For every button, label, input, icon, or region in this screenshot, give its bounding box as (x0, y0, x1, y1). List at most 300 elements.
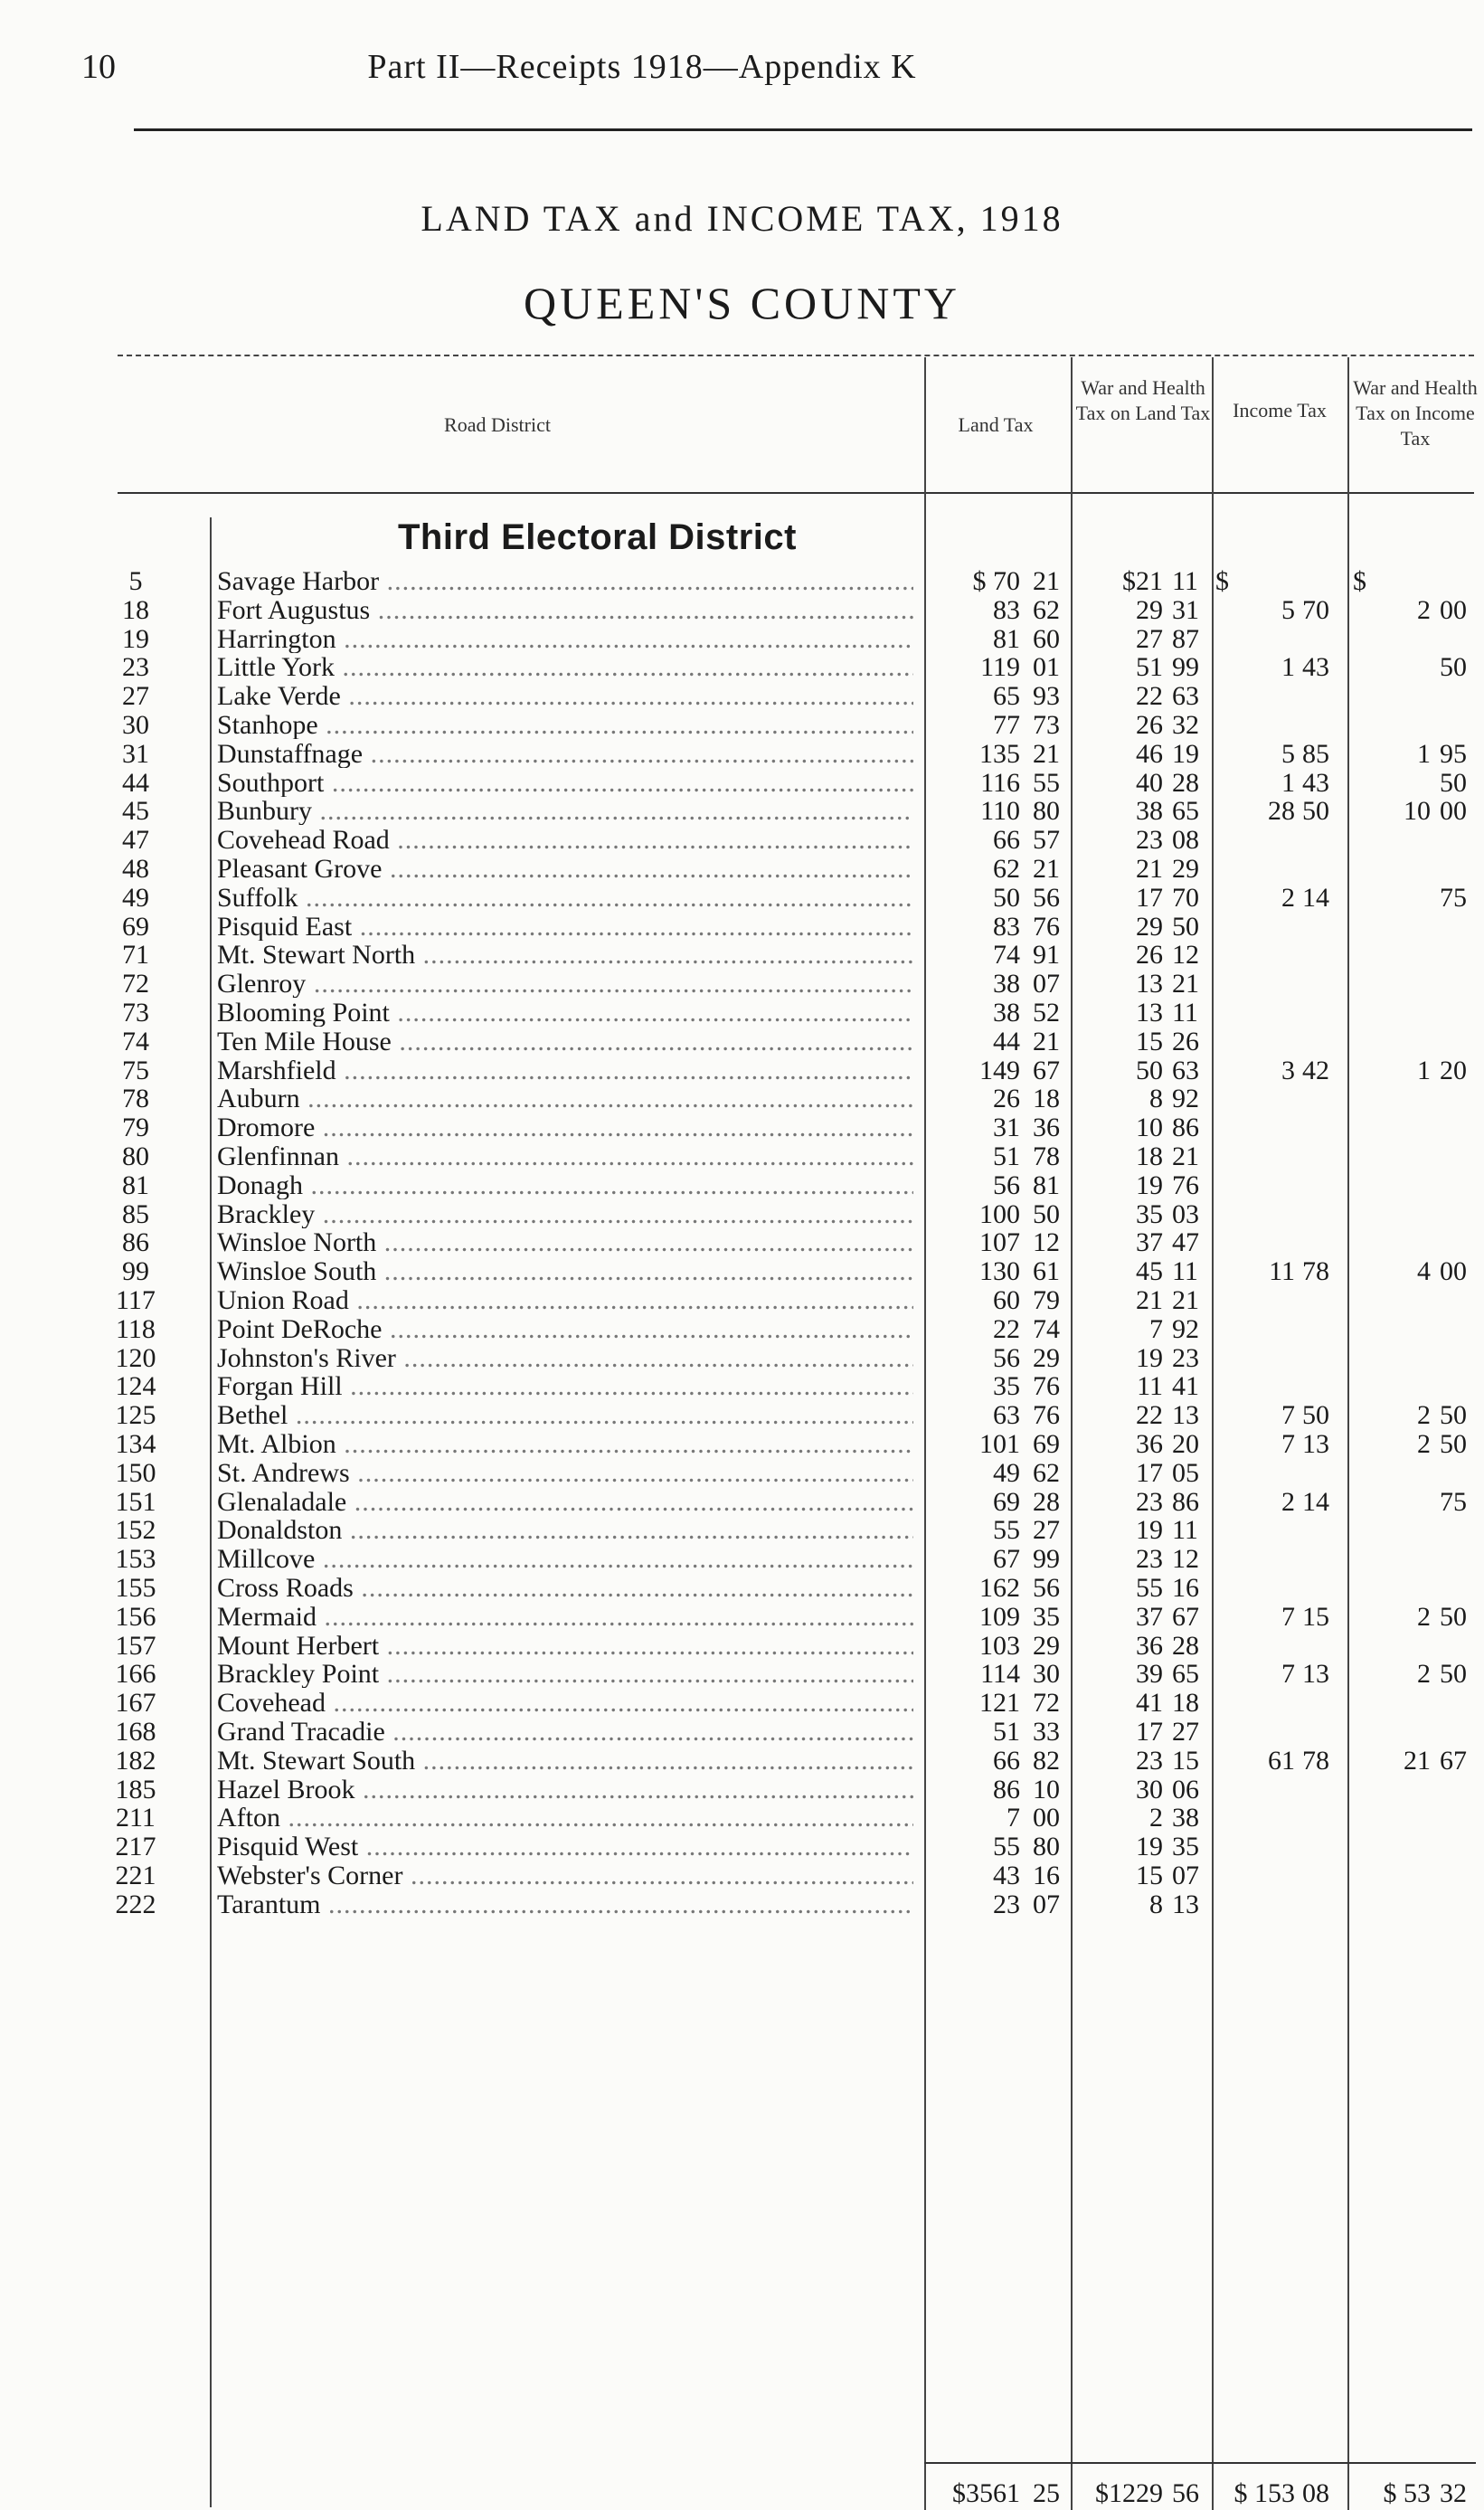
road-district-number: 45 (122, 796, 149, 827)
dollar-sign-war-income: $ (1353, 566, 1366, 596)
war-land-cents: 11 (1172, 1256, 1198, 1287)
war-income-cents: 50 (1440, 1659, 1467, 1690)
war-income-cents: 50 (1440, 1601, 1467, 1632)
column-header-road-district: Road District (444, 413, 551, 436)
road-district-name: Tarantum ..... (217, 1891, 913, 1918)
total-war-land-dollars: $1229 (1095, 2478, 1163, 2508)
road-district-name: Suffolk ..... (217, 885, 913, 912)
income-cents: 13 (1302, 1659, 1329, 1690)
war-land-dollars: 22 (1136, 681, 1163, 712)
road-district-name: Harrington ..... (217, 626, 913, 653)
road-district-number: 125 (115, 1400, 156, 1431)
table-row (0, 1575, 1484, 1602)
land-cents: 12 (1033, 1227, 1060, 1258)
table-row (0, 1486, 1484, 1517)
land-dollars: 66 (993, 825, 1020, 856)
war-land-dollars: 29 (1136, 911, 1163, 942)
road-district-number: 72 (122, 969, 149, 999)
war-land-cents: 12 (1172, 1544, 1199, 1575)
war-income-cents: 00 (1440, 594, 1467, 625)
war-land-cents: 50 (1172, 911, 1199, 942)
income-dollars: 2 (1281, 1486, 1295, 1517)
road-district-name: Glenroy ..... (217, 971, 913, 998)
war-land-cents: 41 (1172, 1371, 1199, 1402)
war-land-dollars: 36 (1136, 1429, 1163, 1459)
road-district-name: Blooming Point ..... (217, 999, 913, 1027)
table-row (0, 1804, 1484, 1832)
land-cents: 01 (1033, 652, 1060, 683)
road-district-name: Glenaladale ..... (217, 1489, 913, 1516)
war-land-cents: 76 (1172, 1170, 1199, 1200)
income-cents: 42 (1302, 1055, 1329, 1085)
table-row (0, 654, 1484, 681)
road-district-number: 79 (122, 1113, 149, 1143)
war-land-cents: 63 (1172, 1055, 1199, 1085)
road-district-name: Donaldston ..... (217, 1517, 913, 1544)
table-row (0, 1776, 1484, 1804)
total-war-land-cents: 56 (1172, 2478, 1199, 2508)
land-dollars: 63 (993, 1400, 1020, 1431)
war-land-dollars: 37 (1136, 1227, 1163, 1258)
road-district-name: Winsloe North ..... (217, 1229, 913, 1256)
land-cents: 76 (1033, 911, 1060, 942)
land-dollars: 86 (993, 1774, 1020, 1804)
war-land-cents: 92 (1172, 1313, 1199, 1344)
land-dollars: 38 (993, 998, 1020, 1028)
land-cents: 52 (1033, 998, 1060, 1028)
table-row (0, 882, 1484, 913)
road-district-number: 153 (115, 1544, 156, 1575)
war-land-dollars: 38 (1136, 796, 1163, 827)
war-income-dollars: 2 (1417, 1659, 1431, 1690)
war-land-cents: 35 (1172, 1832, 1199, 1862)
war-land-cents: 15 (1172, 1745, 1199, 1776)
land-dollars: 43 (993, 1861, 1020, 1890)
war-land-cents: 29 (1172, 854, 1199, 884)
land-dollars: 74 (993, 940, 1020, 971)
land-cents: 18 (1033, 1084, 1060, 1114)
table-row (0, 1402, 1484, 1429)
income-dollars: 1 (1281, 652, 1295, 683)
land-dollars: 56 (993, 1342, 1020, 1373)
income-dollars: 1 (1281, 767, 1295, 798)
war-land-cents: 06 (1172, 1774, 1199, 1804)
land-cents: 29 (1033, 1342, 1060, 1373)
land-dollars: 44 (993, 1026, 1020, 1056)
war-income-cents: 20 (1440, 1055, 1467, 1085)
table-row (0, 738, 1484, 769)
war-land-cents: 08 (1172, 825, 1199, 856)
total-land-cents: 25 (1033, 2478, 1060, 2508)
land-dollars: 66 (993, 1745, 1020, 1776)
table-row (0, 1028, 1484, 1056)
land-dollars: 110 (980, 796, 1020, 827)
war-land-dollars: 23 (1136, 1486, 1163, 1517)
land-cents: 76 (1033, 1371, 1060, 1402)
war-income-cents: 00 (1440, 1256, 1467, 1287)
district-heading: Third Electoral District (398, 517, 797, 557)
road-district-number: 182 (115, 1745, 156, 1776)
road-district-number: 73 (122, 998, 149, 1028)
war-land-dollars: $21 (1122, 566, 1163, 596)
war-land-cents: 21 (1172, 1141, 1199, 1171)
road-district-name: Southport ..... (217, 770, 913, 797)
table-row (0, 1229, 1484, 1256)
war-land-dollars: 26 (1136, 710, 1163, 740)
land-dollars: 121 (979, 1688, 1020, 1719)
war-land-cents: 31 (1172, 594, 1199, 625)
column-header-land-tax: Land Tax (958, 413, 1034, 436)
land-dollars: 23 (993, 1889, 1020, 1919)
war-land-cents: 13 (1172, 1889, 1199, 1919)
war-land-dollars: 23 (1136, 1745, 1163, 1776)
table-row (0, 1258, 1484, 1285)
war-land-cents: 86 (1172, 1113, 1199, 1143)
table-row (0, 798, 1484, 825)
road-district-number: 221 (115, 1861, 156, 1890)
land-cents: 80 (1033, 796, 1060, 827)
road-district-number: 19 (122, 623, 149, 654)
land-cents: 10 (1033, 1774, 1060, 1804)
road-district-name: Point DeRoche ..... (217, 1316, 913, 1343)
road-district-name: Brackley ..... (217, 1201, 913, 1228)
land-cents: 07 (1033, 1889, 1060, 1919)
table-row (0, 1546, 1484, 1573)
road-district-number: 155 (115, 1573, 156, 1603)
land-cents: 73 (1033, 710, 1060, 740)
war-land-dollars: 23 (1136, 825, 1163, 856)
land-dollars: 35 (993, 1371, 1020, 1402)
income-dollars: 11 (1269, 1256, 1295, 1287)
column-header-top-rule (118, 355, 1474, 356)
land-dollars: 114 (980, 1659, 1020, 1690)
table-row (0, 1517, 1484, 1544)
land-cents: 67 (1033, 1055, 1060, 1085)
land-cents: 27 (1033, 1515, 1060, 1546)
land-dollars: 60 (993, 1285, 1020, 1315)
war-land-cents: 70 (1172, 882, 1199, 913)
income-dollars: 7 (1281, 1659, 1295, 1690)
war-income-cents: 50 (1440, 1429, 1467, 1459)
road-district-number: 69 (122, 911, 149, 942)
table-row (0, 999, 1484, 1027)
war-land-dollars: 51 (1136, 652, 1163, 683)
road-district-name: Glenfinnan ..... (217, 1143, 913, 1170)
land-cents: 50 (1033, 1198, 1060, 1229)
war-land-dollars: 17 (1136, 882, 1163, 913)
road-district-name: Winsloe South ..... (217, 1258, 913, 1285)
income-dollars: 3 (1281, 1055, 1295, 1085)
war-land-cents: 11 (1172, 566, 1198, 596)
income-cents: 43 (1302, 652, 1329, 683)
land-cents: 36 (1033, 1113, 1060, 1143)
income-cents: 13 (1302, 1429, 1329, 1459)
road-district-name: Grand Tracadie ..... (217, 1719, 913, 1746)
war-land-dollars: 29 (1136, 594, 1163, 625)
road-district-number: 86 (122, 1227, 149, 1258)
income-cents: 43 (1302, 767, 1329, 798)
land-dollars: 103 (979, 1630, 1020, 1661)
road-district-number: 168 (115, 1717, 156, 1747)
road-district-name: Mt. Stewart South ..... (217, 1748, 913, 1775)
war-land-cents: 20 (1172, 1429, 1199, 1459)
land-cents: 30 (1033, 1659, 1060, 1690)
land-cents: 62 (1033, 594, 1060, 625)
road-district-number: 27 (122, 681, 149, 712)
war-land-dollars: 23 (1136, 1544, 1163, 1575)
table-row (0, 767, 1484, 798)
road-district-number: 47 (122, 825, 149, 856)
road-district-number: 166 (115, 1659, 156, 1690)
page-number: 10 (81, 48, 116, 86)
land-cents: 82 (1033, 1745, 1060, 1776)
war-income-dollars: 21 (1404, 1745, 1431, 1776)
road-district-number: 217 (115, 1832, 156, 1862)
table-row (0, 1172, 1484, 1199)
war-land-cents: 03 (1172, 1198, 1199, 1229)
table-row (0, 568, 1484, 595)
war-land-cents: 21 (1172, 969, 1199, 999)
table-row (0, 1085, 1484, 1113)
land-dollars: 119 (980, 652, 1020, 683)
column-header-bottom-rule (118, 492, 1474, 494)
war-land-dollars: 45 (1136, 1256, 1163, 1287)
road-district-name: Lake Verde ..... (217, 683, 913, 710)
road-district-name: St. Andrews ..... (217, 1460, 913, 1487)
land-cents: 21 (1033, 566, 1060, 596)
road-district-number: 99 (122, 1256, 149, 1287)
table-row (0, 911, 1484, 942)
land-cents: 78 (1033, 1141, 1060, 1171)
war-land-dollars: 37 (1136, 1601, 1163, 1632)
road-district-name: Millcove ..... (217, 1546, 913, 1573)
running-title: Part II—Receipts 1918—Appendix K (367, 48, 917, 86)
land-dollars: 81 (993, 623, 1020, 654)
land-cents: 21 (1033, 1026, 1060, 1056)
war-land-cents: 63 (1172, 681, 1199, 712)
income-cents: 78 (1302, 1745, 1329, 1776)
war-land-cents: 16 (1172, 1573, 1199, 1603)
land-dollars: 26 (993, 1084, 1020, 1114)
war-land-cents: 18 (1172, 1688, 1199, 1719)
road-district-name: Hazel Brook ..... (217, 1776, 913, 1804)
war-land-cents: 12 (1172, 940, 1199, 971)
table-row (0, 827, 1484, 854)
road-district-number: 185 (115, 1774, 156, 1804)
land-dollars: 49 (993, 1457, 1020, 1488)
land-cents: 21 (1033, 738, 1060, 769)
land-dollars: 83 (993, 594, 1020, 625)
land-cents: 56 (1033, 1573, 1060, 1603)
income-cents: 78 (1302, 1256, 1329, 1287)
land-cents: 55 (1033, 767, 1060, 798)
war-land-dollars: 39 (1136, 1659, 1163, 1690)
land-dollars: 56 (993, 1170, 1020, 1200)
road-district-name: Auburn ..... (217, 1085, 913, 1113)
road-district-name: Mount Herbert ..... (217, 1633, 913, 1660)
land-cents: 21 (1033, 854, 1060, 884)
road-district-name: Bethel ..... (217, 1402, 913, 1429)
land-dollars: 101 (979, 1429, 1020, 1459)
war-land-dollars: 15 (1136, 1861, 1163, 1890)
table-row (0, 1143, 1484, 1170)
income-cents: 85 (1302, 738, 1329, 769)
war-land-dollars: 19 (1136, 1170, 1163, 1200)
table-row (0, 1198, 1484, 1229)
road-district-name: Afton ..... (217, 1804, 913, 1832)
land-cents: 35 (1033, 1601, 1060, 1632)
table-row (0, 1287, 1484, 1314)
land-dollars: 109 (979, 1601, 1020, 1632)
war-land-cents: 86 (1172, 1486, 1199, 1517)
road-district-name: Stanhope ..... (217, 712, 913, 739)
road-district-name: Covehead ..... (217, 1690, 913, 1717)
war-land-dollars: 13 (1136, 998, 1163, 1028)
income-cents: 50 (1302, 1400, 1329, 1431)
land-dollars: 51 (993, 1141, 1020, 1171)
land-cents: 76 (1033, 1400, 1060, 1431)
land-dollars: 55 (993, 1832, 1020, 1862)
land-dollars: 149 (979, 1055, 1020, 1085)
total-income-cents: 08 (1302, 2478, 1329, 2508)
road-district-name: Brackley Point ..... (217, 1661, 913, 1688)
road-district-number: 71 (122, 940, 149, 971)
land-cents: 56 (1033, 882, 1060, 913)
table-row (0, 1431, 1484, 1458)
column-header-war-health-income: War and Health Tax on Income Tax (1353, 376, 1478, 450)
war-land-dollars: 21 (1136, 854, 1163, 884)
war-land-dollars: 11 (1137, 1371, 1163, 1402)
county-title: QUEEN'S COUNTY (523, 278, 961, 328)
road-district-number: 30 (122, 710, 149, 740)
road-district-number: 31 (122, 738, 149, 769)
war-land-dollars: 41 (1136, 1688, 1163, 1719)
income-cents: 70 (1302, 594, 1329, 625)
table-row (0, 1833, 1484, 1861)
road-district-name: Johnston's River ..... (217, 1345, 913, 1372)
income-dollars: 61 (1268, 1745, 1295, 1776)
road-district-number: 48 (122, 854, 149, 884)
income-cents: 50 (1302, 796, 1329, 827)
land-dollars: 107 (979, 1227, 1020, 1258)
income-cents: 14 (1302, 1486, 1329, 1517)
table-row (0, 971, 1484, 998)
war-land-dollars: 36 (1136, 1630, 1163, 1661)
war-land-dollars: 40 (1136, 767, 1163, 798)
income-cents: 15 (1302, 1601, 1329, 1632)
running-header (81, 47, 1456, 101)
war-land-dollars: 18 (1136, 1141, 1163, 1171)
land-dollars: 22 (993, 1313, 1020, 1344)
war-land-cents: 26 (1172, 1026, 1199, 1056)
table-row (0, 1630, 1484, 1661)
table-row (0, 1457, 1484, 1488)
war-income-cents: 67 (1440, 1745, 1467, 1776)
land-cents: 93 (1033, 681, 1060, 712)
war-land-cents: 11 (1172, 1515, 1198, 1546)
column-header-war-health-land: War and Health Tax on Land Tax (1075, 376, 1211, 424)
war-land-cents: 65 (1172, 796, 1199, 827)
war-land-dollars: 8 (1149, 1889, 1163, 1919)
road-district-name: Bunbury ..... (217, 798, 913, 825)
war-income-dollars: 2 (1417, 1601, 1431, 1632)
header-rule (134, 128, 1472, 131)
war-land-cents: 23 (1172, 1342, 1199, 1373)
road-district-name: Marshfield ..... (217, 1057, 913, 1085)
road-district-number: 120 (115, 1342, 156, 1373)
table-row (0, 1313, 1484, 1344)
table-row (0, 712, 1484, 739)
land-cents: 74 (1033, 1313, 1060, 1344)
road-district-number: 75 (122, 1055, 149, 1085)
table-row (0, 942, 1484, 969)
war-land-dollars: 26 (1136, 940, 1163, 971)
war-land-dollars: 21 (1136, 1285, 1163, 1315)
land-cents: 60 (1033, 623, 1060, 654)
war-land-dollars: 27 (1136, 623, 1163, 654)
road-district-name: Dromore ..... (217, 1114, 913, 1141)
table-row (0, 1057, 1484, 1085)
land-dollars: 50 (993, 882, 1020, 913)
table-row (0, 1719, 1484, 1746)
road-district-number: 222 (115, 1889, 156, 1919)
land-dollars: 7 (1007, 1803, 1020, 1833)
war-land-dollars: 55 (1136, 1573, 1163, 1603)
totals-rule (924, 2462, 1476, 2464)
road-district-name: Union Road ..... (217, 1287, 913, 1314)
war-land-dollars: 2 (1149, 1803, 1163, 1833)
land-dollars: 55 (993, 1515, 1020, 1546)
income-dollars: 2 (1281, 882, 1295, 913)
land-cents: 61 (1033, 1256, 1060, 1287)
total-income-dollars: $ 153 (1234, 2478, 1295, 2508)
total-land-dollars: $3561 (952, 2478, 1020, 2508)
table-row (0, 1690, 1484, 1717)
war-income-dollars: 10 (1404, 796, 1431, 827)
road-district-name: Fort Augustus ..... (217, 597, 913, 624)
table-row (0, 1373, 1484, 1400)
road-district-name: Donagh ..... (217, 1172, 913, 1199)
war-income-cents: 50 (1440, 1400, 1467, 1431)
income-dollars: 28 (1268, 796, 1295, 827)
road-district-number: 5 (128, 566, 143, 596)
land-cents: 62 (1033, 1457, 1060, 1488)
land-dollars: 116 (980, 767, 1020, 798)
road-district-name: Webster's Corner ..... (217, 1862, 913, 1890)
road-district-number: 23 (122, 652, 149, 683)
income-dollars: 7 (1281, 1429, 1295, 1459)
war-land-cents: 99 (1172, 652, 1199, 683)
war-income-cents: 75 (1440, 1486, 1467, 1517)
land-dollars: 67 (993, 1544, 1020, 1575)
table-row (0, 1745, 1484, 1776)
land-cents: 72 (1033, 1688, 1060, 1719)
war-income-dollars: 2 (1417, 1429, 1431, 1459)
land-dollars: $ 70 (972, 566, 1020, 596)
land-dollars: 38 (993, 969, 1020, 999)
land-cents: 80 (1033, 1832, 1060, 1862)
road-district-number: 18 (122, 594, 149, 625)
road-district-name: Covehead Road ..... (217, 827, 913, 854)
road-district-name: Cross Roads ..... (217, 1575, 913, 1602)
road-district-number: 44 (122, 767, 149, 798)
land-dollars: 51 (993, 1717, 1020, 1747)
total-war-income-cents: 32 (1440, 2478, 1467, 2508)
land-cents: 00 (1033, 1803, 1060, 1833)
war-income-dollars: 2 (1417, 594, 1431, 625)
war-land-cents: 32 (1172, 710, 1199, 740)
war-land-cents: 27 (1172, 1717, 1199, 1747)
